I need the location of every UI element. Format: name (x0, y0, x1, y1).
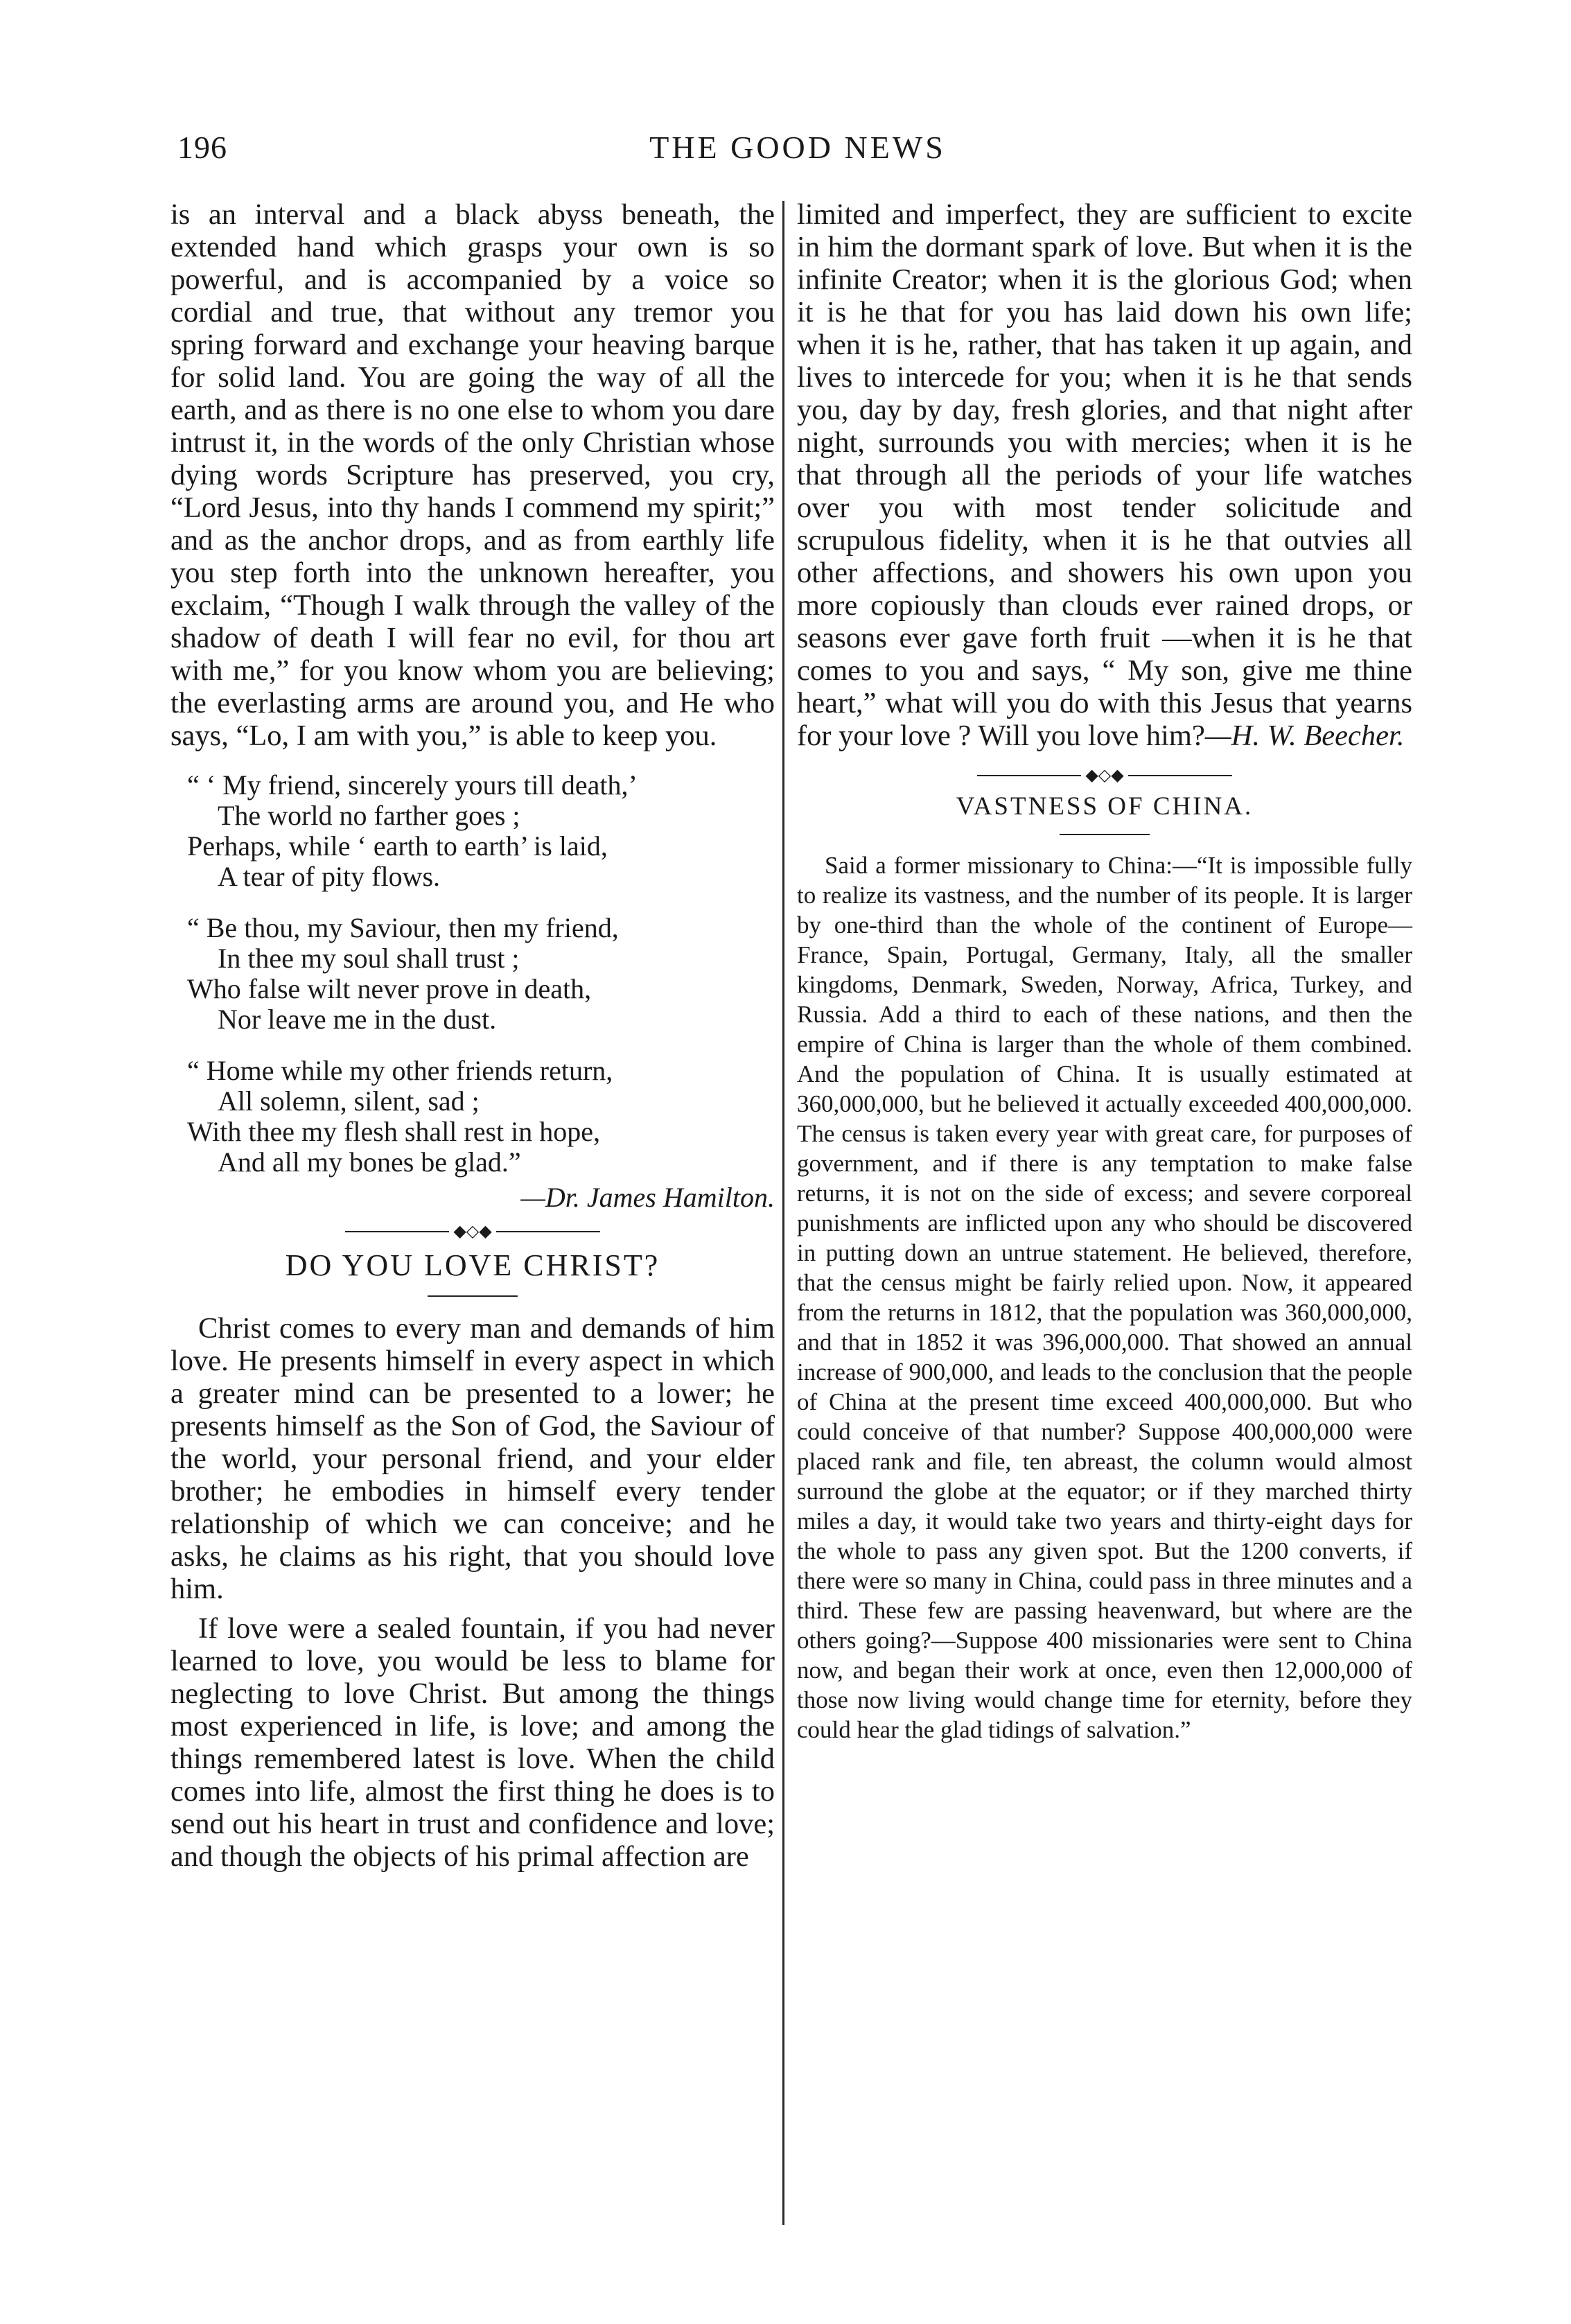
heading-rule (1060, 834, 1150, 835)
ornament-rule (496, 1231, 600, 1232)
paragraph-text: limited and imperfect, they are sufficient to excite in him the dormant spark of love. But when it is the infinite Creator; when it is the glorious God; when it is he that for you has laid down his own life; when it is he, rather, that has taken it up again, and lives to intercede for you; when it is he that sends you, day by day, fresh glories, and that night after night, surrounds you with mercies; when it is he that through all the periods of your life watches over you with most tender solicitude and scrupulous fidelity, when it is he that outvies all other affections, and showers his own upon you more copiously than clouds ever rained drops, or seasons ever gave forth fruit —when it is he that comes to you and says, “ My son, give me thine heart,” what will you do with this Jesus that yearns for your love ? Will you love him? (797, 198, 1412, 752)
page-header (177, 129, 1418, 177)
section-heading-love-christ: DO YOU LOVE CHRIST? (285, 1248, 660, 1283)
section-heading-vastness-china: VASTNESS OF CHINA. (956, 792, 1254, 821)
poem-stanza (187, 913, 775, 1035)
ornament-rule (345, 1231, 449, 1232)
left-column (170, 198, 775, 1873)
poem-line: A tear of pity flows. (218, 861, 441, 892)
poem-stanza (187, 770, 775, 892)
article-continuation-paragraph (797, 198, 1412, 752)
poem-line: Perhaps, while ‘ earth to earth’ is laid, (187, 830, 608, 862)
poem-line: “ Home while my other friends return, (187, 1055, 613, 1086)
poem-line: Nor leave me in the dust. (218, 1004, 497, 1035)
ornament-diamond-icon: ◆◇◆ (453, 1223, 492, 1241)
section-ornament (797, 765, 1412, 786)
poem (187, 770, 775, 1214)
article-continuation-paragraph: is an interval and a black abyss beneath, the extended hand which grasps your own is so powerful, and is accompanied by a voice so cordial and true, that without any tremor you spring forward and exchange your heaving barque for solid land. You are going the way of all the earth, and as there is no one else to whom you dare intrust it, in the words of the only Christian whose dying words Scripture has preserved, you cry, “Lord Jesus, into thy hands I commend my spirit;” and as the anchor drops, and as from earthly life you step forth into the unknown hereafter, you exclaim, “Though I walk through the valley of the shadow of death I will fear no evil, for thou art with me,” for you know whom you are believing; the everlasting arms are around you, and He who says, “Lo, I am with you,” is able to keep you. (170, 198, 775, 752)
poem-signature: —Dr. James Hamilton. (520, 1182, 775, 1213)
column-divider (782, 201, 784, 2225)
poem-line: With thee my flesh shall rest in hope, (187, 1116, 601, 1147)
article-paragraph: Christ comes to every man and demands of him love. He presents himself in every aspect in which a greater mind can be presented to a lower; he presents himself as the Son of God, the Saviour of the world, your personal friend, and your elder brother; he embodies in himself every tender relationship of which we can conceive; and he asks, he claims as his right, that you should love him. (170, 1312, 775, 1606)
page-number: 196 (177, 130, 227, 165)
ornament-diamond-icon: ◆◇◆ (1085, 767, 1124, 785)
poem-line: “ Be thou, my Saviour, then my friend, (187, 912, 619, 943)
heading-rule (428, 1295, 518, 1297)
poem-line: In thee my soul shall trust ; (218, 943, 520, 974)
ornament-rule (977, 775, 1081, 776)
section-ornament (170, 1221, 775, 1242)
poem-line: And all my bones be glad.” (218, 1146, 521, 1178)
poem-line: All solemn, silent, sad ; (218, 1085, 480, 1117)
article-paragraph: If love were a sealed fountain, if you had never learned to love, you would be less to blame for neglecting to love Christ. But among the things most experienced in life, is love; and among the things remembered latest is love. When the child comes into life, almost the first thing he does is to send out his heart in trust and confidence and love; and though the objects of his primal affection are (170, 1612, 775, 1873)
ornament-rule (1128, 775, 1232, 776)
article-paragraph: Said a former missionary to China:—“It is impossible fully to realize its vastness, and the number of its people. It is larger by one-third than the whole of the continent of Europe—France, Spain, Portugal, Germany, Italy, all the smaller kingdoms, Denmark, Sweden, Norway, Africa, Turkey, and Russia. Add a third to each of these nations, and then the empire of China is larger than the whole of them combined. And the population of China. It is usually estimated at 360,000,000, but he believed it actually exceeded 400,000,000. The census is taken every year with great care, for purposes of government, and if there is any temptation to make false returns, it is not on the side of excess; and severe corporeal punishments are inflicted upon any who should be discovered in putting down an untrue statement. He believed, therefore, that the census might be fairly relied upon. Now, it appeared from the returns in 1812, that the population was 360,000,000, and that in 1852 it was 396,000,000. That showed an annual increase of 900,000, and leads to the conclusion that the people of China at the present time exceed 400,000,000. But who could conceive of that number? Suppose 400,000,000 were placed rank and file, ten abreast, the column would almost surround the globe at the equator; or if they marched thirty miles a day, it would take two years and thirty-eight days for the whole to pass any given spot. But the 1200 converts, if there were so many in China, could pass in three minutes and a third. These few are passing heavenward, but where are the others going?—Suppose 400 missionaries were sent to China now, and began their work at once, even then 12,000,000 of those now living would change time for eternity, before they could hear the glad tidings of salvation.” (797, 852, 1412, 1744)
poem-line: The world no farther goes ; (218, 800, 520, 831)
right-column (797, 198, 1412, 1745)
poem-line: “ ‘ My friend, sincerely yours till death,’ (187, 769, 638, 801)
poem-line: Who false wilt never prove in death, (187, 973, 592, 1004)
attribution: —H. W. Beecher. (1204, 719, 1405, 752)
poem-stanza (187, 1056, 775, 1178)
running-title: THE GOOD NEWS (649, 130, 946, 165)
